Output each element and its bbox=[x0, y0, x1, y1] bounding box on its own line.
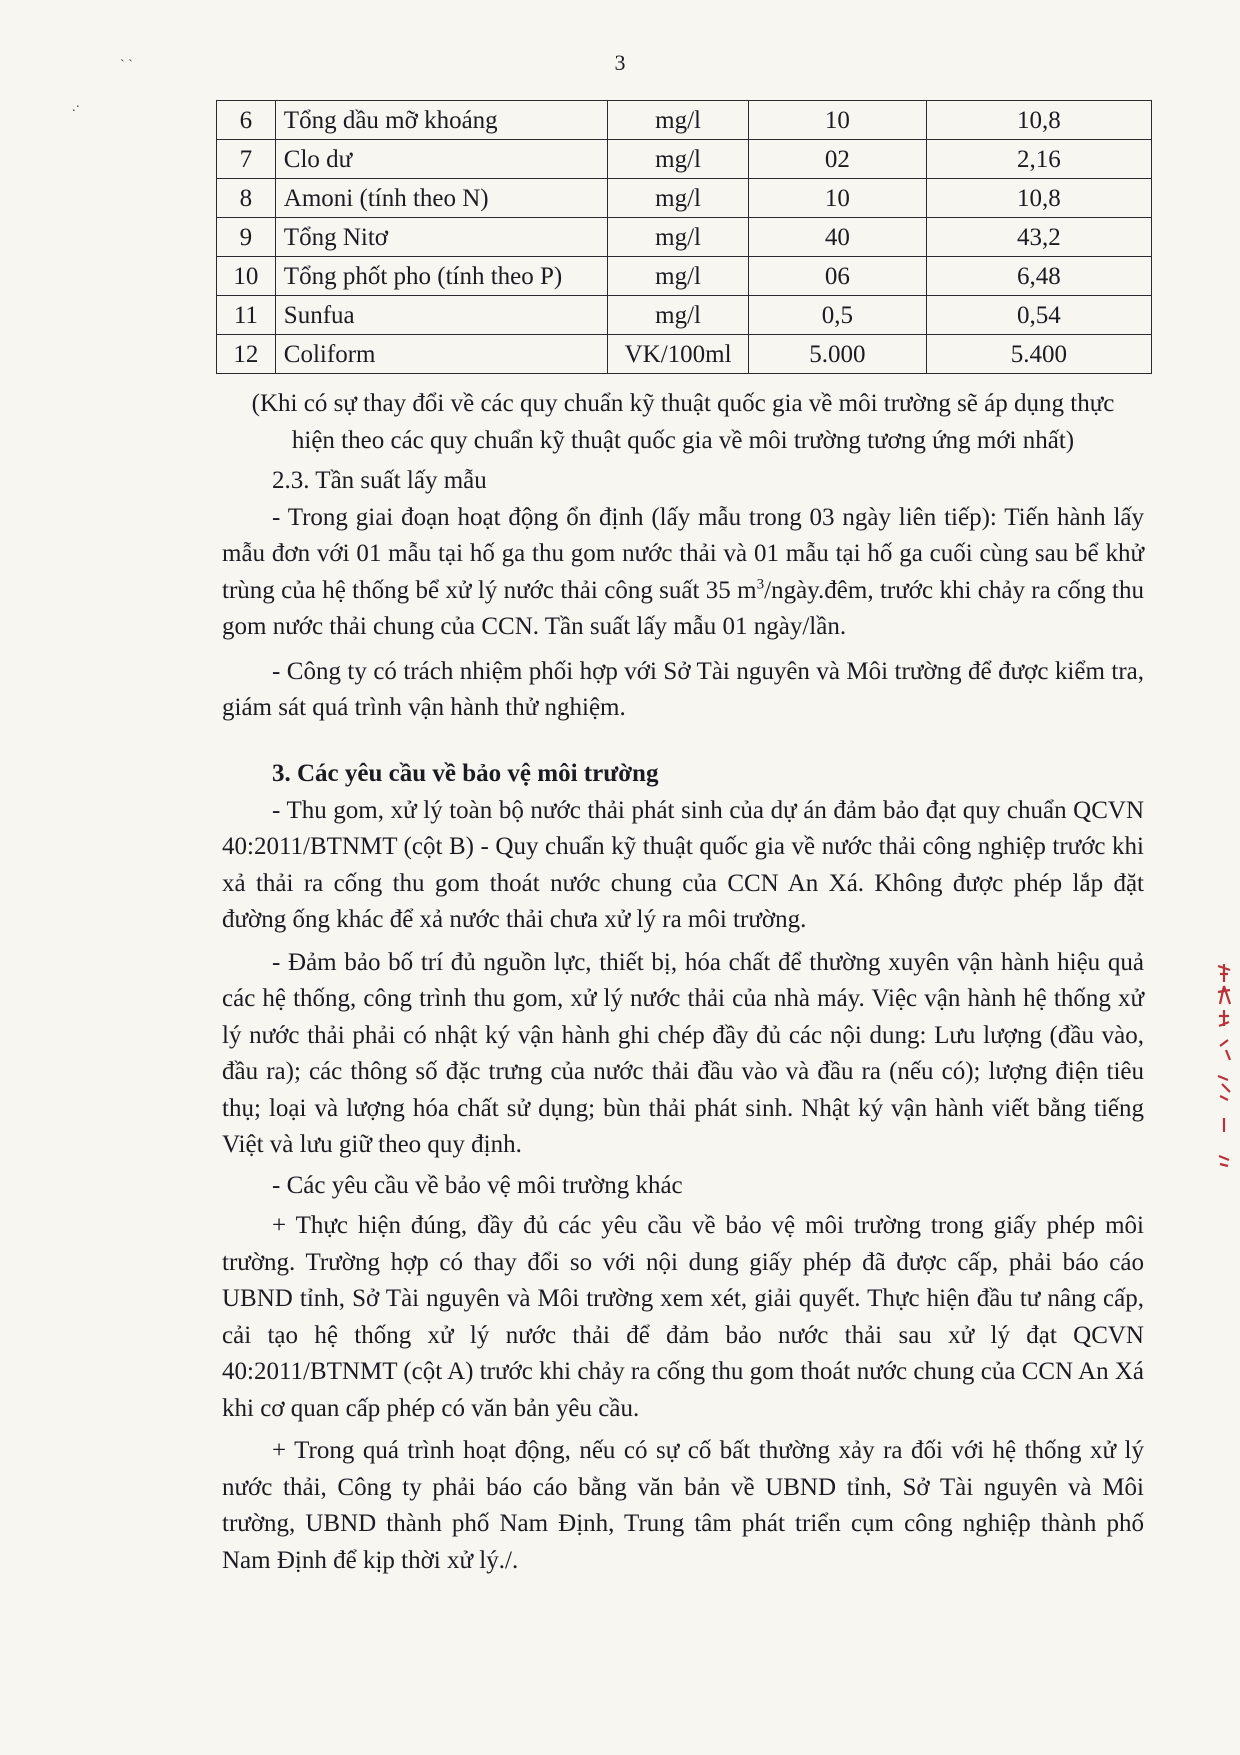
paragraph: - Đảm bảo bố trí đủ nguồn lực, thiết bị, hóa chất để thường xuyên vận hành hiệu quả các hệ thống, công trình thu gom, xử lý nước thải của nhà máy. Việc vận hành hệ thống xử lý nước thải phải có nhật ký vận hành ghi chép đầy đủ các nội dung: Lưu lượng (đầu vào, đầu ra); các thông số đặc trưng của nước thải đầu vào và đầu ra (nếu có); lượng điện tiêu thụ; loại và lượng hóa chất sử dụng; bùn thải phát sinh. Nhật ký vận hành viết bằng tiếng Việt và lưu giữ theo quy định. bbox=[222, 948, 1144, 1158]
unit-cell: mg/l bbox=[608, 101, 749, 140]
section-3 bbox=[222, 756, 1144, 1579]
table-row bbox=[217, 140, 1152, 179]
parameter-name-cell: Coliform bbox=[275, 335, 607, 374]
section-2-3 bbox=[222, 463, 1144, 727]
table-row bbox=[217, 101, 1152, 140]
section-heading: 2.3. Tần suất lấy mẫu bbox=[272, 467, 487, 494]
limit-value-cell: 10 bbox=[748, 101, 926, 140]
parameter-name-cell: Amoni (tính theo N) bbox=[275, 179, 607, 218]
limit-value-cell: 10 bbox=[748, 179, 926, 218]
max-value-cell: 5.400 bbox=[926, 335, 1151, 374]
paragraph-text: /ngày.đêm, trước khi chảy ra cống thu gom nước thải chung của CCN. Tần suất lấy mẫu 01 ngày/lần. bbox=[222, 576, 1145, 640]
unit-cell: mg/l bbox=[608, 296, 749, 335]
row-number-cell: 12 bbox=[217, 335, 276, 374]
table-row bbox=[217, 179, 1152, 218]
max-value-cell: 10,8 bbox=[926, 179, 1151, 218]
superscript: 3 bbox=[756, 576, 765, 593]
paragraph: - Các yêu cầu về bảo vệ môi trường khác bbox=[272, 1171, 683, 1199]
limit-value-cell: 5.000 bbox=[748, 335, 926, 374]
paragraph: + Thực hiện đúng, đầy đủ các yêu cầu về bảo vệ môi trường trong giấy phép môi trường. Trường hợp có thay đổi so với nội dung giấy phép đã được cấp, phải báo cáo UBND tỉnh, Sở Tài nguyên và Môi trường xem xét, giải quyết. Thực hiện đầu tư nâng cấp, cải tạo hệ thống xử lý nước thải để đảm bảo nước thải sau xử lý đạt QCVN 40:2011/BTNMT (cột A) trước khi chảy ra cống thu gom thoát nước chung của CCN An Xá khi cơ quan cấp phép có văn bản yêu cầu. bbox=[222, 1212, 1144, 1422]
paragraph: + Trong quá trình hoạt động, nếu có sự cố bất thường xảy ra đối với hệ thống xử lý nước thải, Công ty phải báo cáo bằng văn bản về UBND tỉnh, Sở Tài nguyên và Môi trường, UBND thành phố Nam Định, Trung tâm phát triển cụm công nghiệp thành phố Nam Định để kịp thời xử lý./. bbox=[222, 1437, 1144, 1574]
row-number-cell: 8 bbox=[217, 179, 276, 218]
row-number-cell: 9 bbox=[217, 218, 276, 257]
limit-value-cell: 40 bbox=[748, 218, 926, 257]
limit-value-cell: 02 bbox=[748, 140, 926, 179]
unit-cell: mg/l bbox=[608, 140, 749, 179]
table-row bbox=[217, 257, 1152, 296]
max-value-cell: 10,8 bbox=[926, 101, 1151, 140]
max-value-cell: 43,2 bbox=[926, 218, 1151, 257]
page-number: 3 bbox=[614, 50, 626, 75]
row-number-cell: 7 bbox=[217, 140, 276, 179]
unit-cell: mg/l bbox=[608, 179, 749, 218]
scan-speck: ` ` bbox=[120, 58, 133, 73]
table-row bbox=[217, 335, 1152, 374]
table-row bbox=[217, 296, 1152, 335]
section-heading: 3. Các yêu cầu về bảo vệ môi trường bbox=[272, 760, 659, 787]
parameter-name-cell: Sunfua bbox=[275, 296, 607, 335]
unit-cell: VK/100ml bbox=[608, 335, 749, 374]
paragraph bbox=[222, 500, 1144, 646]
parameter-name-cell: Clo dư bbox=[275, 140, 607, 179]
limit-value-cell: 06 bbox=[748, 257, 926, 296]
side-stamp-mark bbox=[1214, 960, 1234, 1200]
max-value-cell: 0,54 bbox=[926, 296, 1151, 335]
row-number-cell: 11 bbox=[217, 296, 276, 335]
max-value-cell: 2,16 bbox=[926, 140, 1151, 179]
unit-cell: mg/l bbox=[608, 218, 749, 257]
parameter-table bbox=[216, 100, 1152, 374]
parameter-name-cell: Tổng phốt pho (tính theo P) bbox=[275, 257, 607, 296]
paragraph: - Thu gom, xử lý toàn bộ nước thải phát sinh của dự án đảm bảo đạt quy chuẩn QCVN 40:2011/BTNMT (cột B) - Quy chuẩn kỹ thuật quốc gia về nước thải công nghiệp trước khi xả thải ra cống thu gom thoát nước chung của CCN An Xá. Không được phép lắp đặt đường ống khác để xả nước thải chưa xử lý ra môi trường. bbox=[222, 796, 1144, 933]
note-paragraph: (Khi có sự thay đổi về các quy chuẩn kỹ thuật quốc gia về môi trường sẽ áp dụng thực hiện theo các quy chuẩn kỹ thuật quốc gia về môi trường tương ứng mới nhất) bbox=[251, 390, 1115, 454]
max-value-cell: 6,48 bbox=[926, 257, 1151, 296]
unit-cell: mg/l bbox=[608, 257, 749, 296]
paragraph: - Công ty có trách nhiệm phối hợp với Sở Tài nguyên và Môi trường để được kiểm tra, giám sát quá trình vận hành thử nghiệm. bbox=[222, 657, 1144, 721]
parameter-name-cell: Tổng dầu mỡ khoáng bbox=[275, 101, 607, 140]
limit-value-cell: 0,5 bbox=[748, 296, 926, 335]
parameter-name-cell: Tổng Nitơ bbox=[275, 218, 607, 257]
paragraph-text: - Trong giai đoạn hoạt động ổn định (lấy mẫu trong 03 ngày liên tiếp): Tiến hành lấy mẫu đơn với 01 mẫu tại hố ga thu gom nước thải và 01 mẫu tại hố ga cuối cùng sau bể khử trùng của hệ thống bể xử lý nước thải công suất 35 m bbox=[222, 503, 1144, 604]
scan-speck: .· bbox=[72, 100, 81, 115]
row-number-cell: 6 bbox=[217, 101, 276, 140]
row-number-cell: 10 bbox=[217, 257, 276, 296]
table-row bbox=[217, 218, 1152, 257]
